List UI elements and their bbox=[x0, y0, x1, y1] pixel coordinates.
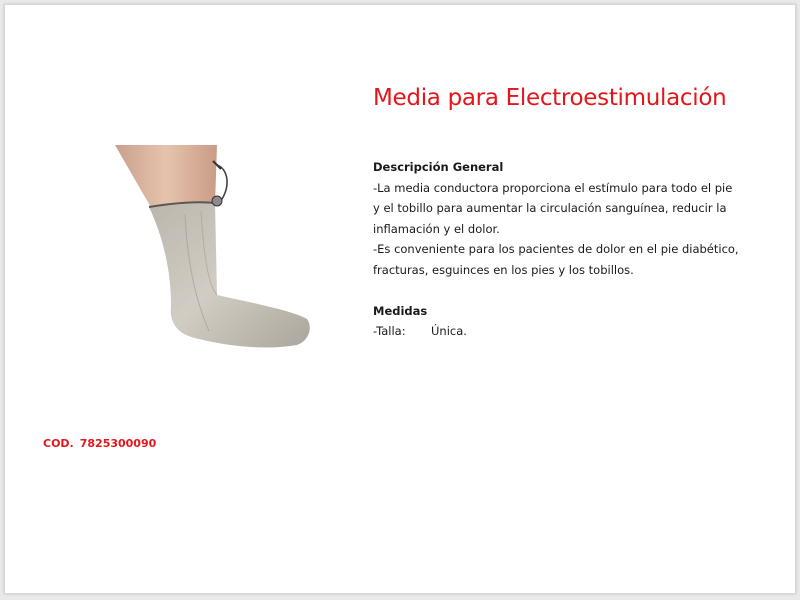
size-row bbox=[373, 321, 753, 342]
product-details bbox=[373, 157, 753, 342]
sock bbox=[149, 202, 310, 347]
product-title: Media para Electroestimulación bbox=[373, 85, 727, 111]
measures-heading: Medidas bbox=[373, 303, 428, 318]
description-line: fracturas, esguinces en los pies y los tobillos. bbox=[373, 262, 634, 277]
description-heading: Descripción General bbox=[373, 160, 504, 174]
description-line: y el tobillo para aumentar la circulación sanguínea, reducir la bbox=[373, 201, 727, 215]
leg bbox=[115, 145, 217, 211]
product-card bbox=[4, 4, 796, 594]
code-number: 7825300090 bbox=[79, 437, 157, 450]
section-spacer bbox=[373, 280, 753, 301]
product-code bbox=[43, 437, 156, 450]
size-label: -Talla: bbox=[373, 324, 406, 338]
sock-electrode-image bbox=[113, 145, 319, 355]
description-line: -Es conveniente para los pacientes de dolor en el pie diabético, bbox=[373, 242, 739, 256]
electrode-connector bbox=[212, 196, 222, 206]
code-label: COD. bbox=[43, 437, 74, 450]
size-value: Única. bbox=[431, 324, 467, 338]
description-line: -La media conductora proporciona el estímulo para todo el pie bbox=[373, 180, 733, 195]
description-line: inflamación y el dolor. bbox=[373, 221, 500, 236]
